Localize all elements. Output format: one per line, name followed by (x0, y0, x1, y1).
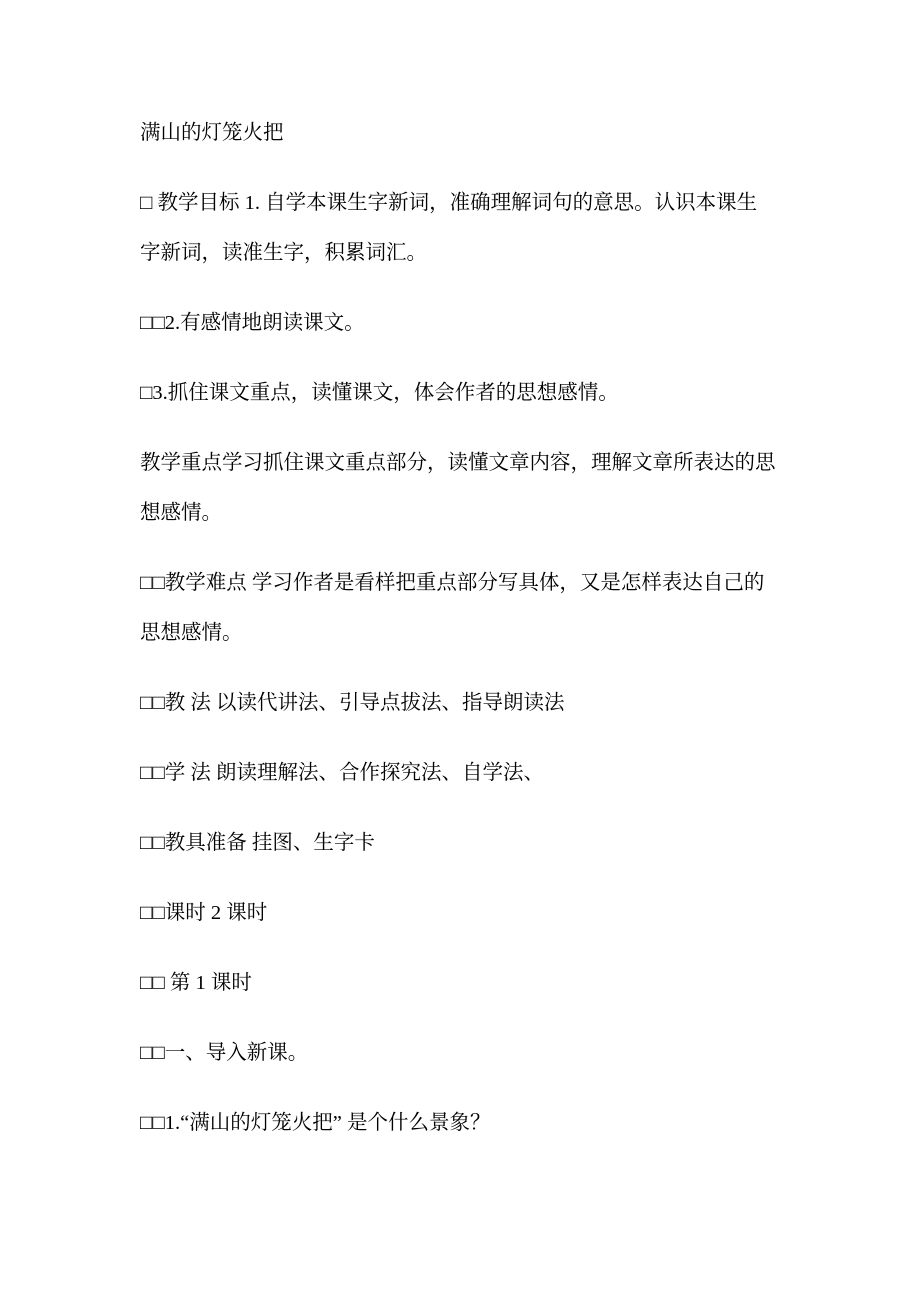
paragraph (140, 558, 800, 658)
paragraph-line: □□课时 2 课时 (140, 902, 268, 924)
paragraph-line: □□2.有感情地朗读课文。 (140, 312, 365, 334)
paragraph-line: □ 教学目标 1. 自学本课生字新词，准确理解词句的意思。认识本课生 (140, 192, 758, 214)
paragraph-line: □□一、导入新课。 (140, 1042, 309, 1064)
paragraph-line: □□教 法 以读代讲法、引导点拔法、指导朗读法 (140, 692, 565, 714)
paragraph (140, 438, 800, 538)
paragraph-line: 思想感情。 (140, 622, 243, 644)
paragraph (140, 298, 800, 348)
paragraph-line: □□ 第 1 课时 (140, 972, 252, 994)
paragraph (140, 178, 800, 278)
paragraph (140, 888, 800, 938)
paragraph (140, 748, 800, 798)
paragraph (140, 368, 800, 418)
paragraph-line: □3.抓住课文重点，读懂课文，体会作者的思想感情。 (140, 382, 619, 404)
paragraph-line: 想感情。 (140, 502, 222, 524)
paragraph-line: □□1.“满山的灯笼火把” 是个什么景象？ (140, 1112, 491, 1134)
title-text: 满山的灯笼火把 (140, 122, 284, 144)
paragraph (140, 1098, 800, 1148)
document-title (140, 108, 800, 158)
document-body (140, 108, 800, 1168)
paragraph-line: 字新词，读准生字，积累词汇。 (140, 242, 427, 264)
paragraph-line: □□教学难点 学习作者是看样把重点部分写具体，又是怎样表达自己的 (140, 572, 765, 594)
paragraph-line: □□学 法 朗读理解法、合作探究法、自学法、 (140, 762, 545, 784)
paragraph (140, 678, 800, 728)
paragraph-line: 教学重点学习抓住课文重点部分，读懂文章内容，理解文章所表达的思 (140, 452, 776, 474)
paragraph-line: □□教具准备 挂图、生字卡 (140, 832, 375, 854)
paragraph (140, 958, 800, 1008)
paragraph (140, 1028, 800, 1078)
paragraph (140, 818, 800, 868)
